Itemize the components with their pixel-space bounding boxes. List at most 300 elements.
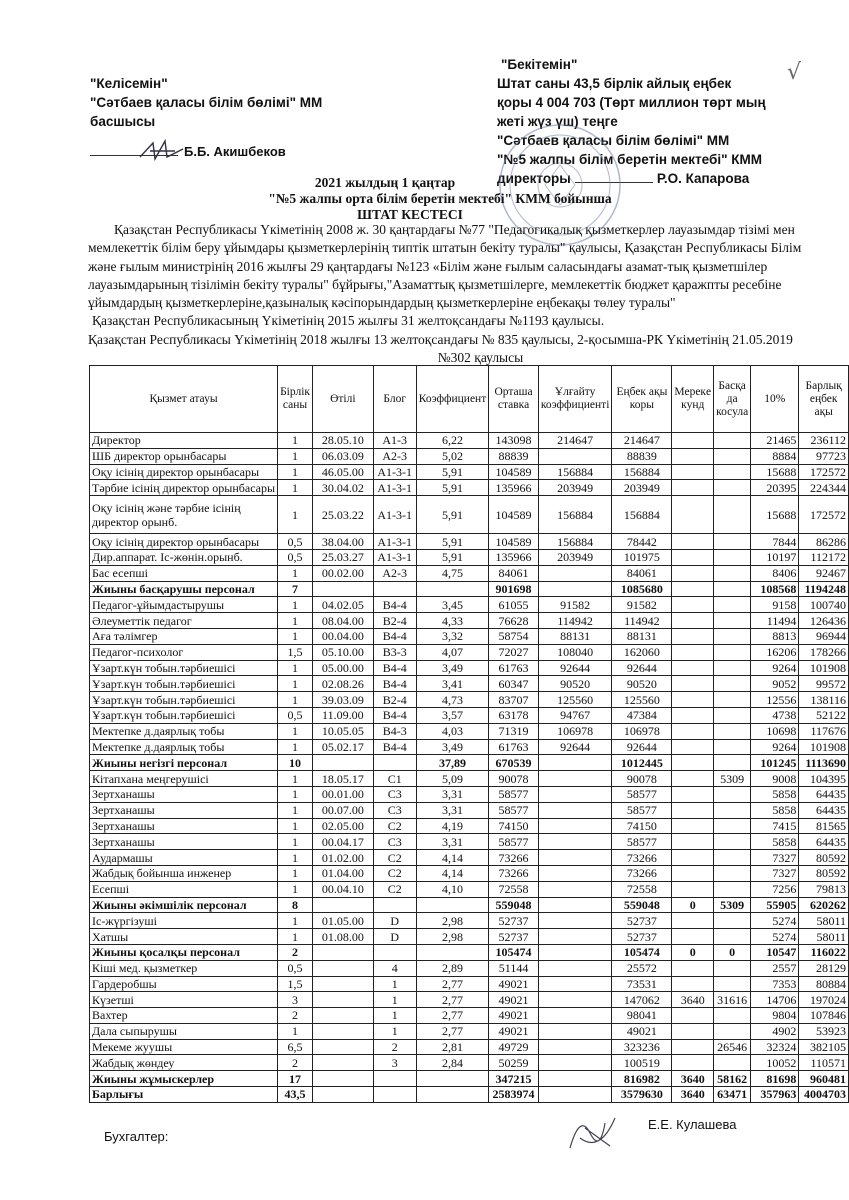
cell-inc <box>538 755 612 771</box>
cell-other <box>714 786 751 802</box>
cell-exp <box>313 1039 374 1055</box>
cell-total: 97723 <box>799 448 849 464</box>
cell-exp: 01.05.00 <box>313 913 374 929</box>
cell-avg: 2583974 <box>489 1087 539 1103</box>
cell-blog: С3 <box>373 834 416 850</box>
cell-hol <box>672 818 714 834</box>
cell-other <box>714 1008 751 1024</box>
col-header: Өтілі <box>313 366 374 433</box>
cell-other <box>714 723 751 739</box>
approved-staff-count: Штат саны 43,5 бірлік айлық еңбек <box>497 76 732 91</box>
cell-total: 620262 <box>799 897 849 913</box>
cell-blog <box>373 944 416 960</box>
cell-avg: 104589 <box>489 464 539 480</box>
accountant-signature <box>560 1108 630 1158</box>
cell-hol <box>672 850 714 866</box>
cell-avg: 135966 <box>489 480 539 496</box>
cell-exp: 01.08.00 <box>313 929 374 945</box>
cell-other <box>714 597 751 613</box>
cell-inc <box>538 802 612 818</box>
col-header: Барлық еңбек ақы <box>799 366 849 433</box>
cell-fund: 73266 <box>612 850 672 866</box>
col-header: Орташа ставка <box>489 366 539 433</box>
cell-hol <box>672 802 714 818</box>
cell-fund: 3579630 <box>612 1087 672 1103</box>
cell-p10: 10052 <box>751 1055 799 1071</box>
cell-inc <box>538 976 612 992</box>
cell-fund: 58577 <box>612 802 672 818</box>
cell-units: 1,5 <box>278 644 313 660</box>
cell-avg: 901698 <box>489 581 539 597</box>
cell-total: 80592 <box>799 850 849 866</box>
cell-exp: 11.09.00 <box>313 707 374 723</box>
cell-avg: 52737 <box>489 913 539 929</box>
cell-name: Ұзарт.күн тобын.тәрбиешісі <box>90 660 278 676</box>
cell-units: 43,5 <box>278 1087 313 1103</box>
cell-inc: 114942 <box>538 613 612 629</box>
cell-p10: 7415 <box>751 818 799 834</box>
cell-name: Оқу ісінің директор орынбасары <box>90 464 278 480</box>
cell-avg: 49021 <box>489 992 539 1008</box>
cell-hol <box>672 929 714 945</box>
cell-inc: 90520 <box>538 676 612 692</box>
table-row <box>90 723 849 739</box>
cell-total: 224344 <box>799 480 849 496</box>
table-total-row <box>90 755 849 771</box>
table-row <box>90 448 849 464</box>
cell-blog <box>373 755 416 771</box>
table-row <box>90 834 849 850</box>
cell-fund: 74150 <box>612 818 672 834</box>
cell-blog: С3 <box>373 786 416 802</box>
cell-fund: 58577 <box>612 786 672 802</box>
cell-avg: 347215 <box>489 1071 539 1087</box>
cell-total: 80884 <box>799 976 849 992</box>
cell-p10: 7327 <box>751 850 799 866</box>
cell-total: 236112 <box>799 433 849 449</box>
cell-coef: 2,77 <box>416 1023 488 1039</box>
cell-coef: 3,45 <box>416 597 488 613</box>
cell-other <box>714 464 751 480</box>
cell-inc: 156884 <box>538 496 612 534</box>
cell-exp <box>313 1055 374 1071</box>
cell-total: 382105 <box>799 1039 849 1055</box>
cell-total: 117676 <box>799 723 849 739</box>
cell-inc: 88131 <box>538 628 612 644</box>
cell-other: 31616 <box>714 992 751 1008</box>
cell-fund: 49021 <box>612 1023 672 1039</box>
table-row <box>90 464 849 480</box>
cell-total: 126436 <box>799 613 849 629</box>
cell-blog: А1-3-1 <box>373 480 416 496</box>
cell-fund: 156884 <box>612 496 672 534</box>
cell-name: Жиыны қосалқы персонал <box>90 944 278 960</box>
cell-units: 1 <box>278 464 313 480</box>
cell-inc <box>538 771 612 787</box>
cell-name: Дир.аппарат. Іс-жөнін.орынб. <box>90 549 278 565</box>
cell-p10: 10197 <box>751 549 799 565</box>
table-row <box>90 992 849 1008</box>
cell-coef <box>416 897 488 913</box>
staff-table <box>89 365 849 1103</box>
cell-name: ШБ директор орынбасары <box>90 448 278 464</box>
cell-name: Жабдық бойынша инженер <box>90 865 278 881</box>
cell-units: 0,5 <box>278 707 313 723</box>
cell-avg: 58577 <box>489 786 539 802</box>
cell-p10: 2557 <box>751 960 799 976</box>
cell-total: 101908 <box>799 739 849 755</box>
cell-units: 1 <box>278 818 313 834</box>
agreed-signer: Б.Б. Акишбеков <box>184 144 286 159</box>
cell-other <box>714 628 751 644</box>
cell-inc: 125560 <box>538 692 612 708</box>
cell-name: Зертханашы <box>90 818 278 834</box>
cell-fund: 90520 <box>612 676 672 692</box>
table-row <box>90 960 849 976</box>
cell-hol <box>672 644 714 660</box>
cell-units: 1 <box>278 597 313 613</box>
cell-blog: В4-4 <box>373 739 416 755</box>
cell-exp: 18.05.17 <box>313 771 374 787</box>
cell-blog: D <box>373 913 416 929</box>
col-header: Басқа да косулa <box>714 366 751 433</box>
cell-p10: 5274 <box>751 913 799 929</box>
cell-units: 1 <box>278 660 313 676</box>
table-header-row <box>90 366 849 433</box>
cell-inc: 156884 <box>538 464 612 480</box>
cell-units: 0,5 <box>278 960 313 976</box>
cell-hol <box>672 549 714 565</box>
cell-blog <box>373 1071 416 1087</box>
cell-inc <box>538 1055 612 1071</box>
cell-blog: В4-4 <box>373 676 416 692</box>
cell-exp: 25.03.27 <box>313 549 374 565</box>
cell-coef: 5,02 <box>416 448 488 464</box>
cell-coef: 3,31 <box>416 802 488 818</box>
cell-fund: 73266 <box>612 865 672 881</box>
cell-exp <box>313 755 374 771</box>
cell-fund: 88131 <box>612 628 672 644</box>
cell-hol <box>672 771 714 787</box>
cell-hol <box>672 960 714 976</box>
table-row <box>90 1039 849 1055</box>
cell-inc: 94767 <box>538 707 612 723</box>
cell-inc <box>538 834 612 850</box>
cell-inc: 108040 <box>538 644 612 660</box>
cell-exp <box>313 960 374 976</box>
document-title <box>140 175 740 223</box>
cell-coef: 5,91 <box>416 534 488 550</box>
agreed-title: "Келісемін" <box>90 76 168 91</box>
cell-units: 1 <box>278 739 313 755</box>
cell-p10: 8813 <box>751 628 799 644</box>
cell-avg: 72558 <box>489 881 539 897</box>
cell-avg: 104589 <box>489 496 539 534</box>
cell-fund: 214647 <box>612 433 672 449</box>
table-row <box>90 865 849 881</box>
cell-other <box>714 1023 751 1039</box>
cell-coef: 4,10 <box>416 881 488 897</box>
cell-avg: 143098 <box>489 433 539 449</box>
cell-coef <box>416 581 488 597</box>
cell-blog: 3 <box>373 1055 416 1071</box>
cell-exp: 01.04.00 <box>313 865 374 881</box>
cell-name: Педагог-ұйымдастырушы <box>90 597 278 613</box>
cell-blog: В4-4 <box>373 660 416 676</box>
cell-units: 1 <box>278 881 313 897</box>
table-row <box>90 565 849 581</box>
cell-hol <box>672 723 714 739</box>
cell-hol <box>672 881 714 897</box>
cell-blog: А1-3 <box>373 433 416 449</box>
cell-inc <box>538 1039 612 1055</box>
cell-fund: 1085680 <box>612 581 672 597</box>
cell-p10: 5274 <box>751 929 799 945</box>
cell-exp <box>313 992 374 1008</box>
cell-avg: 559048 <box>489 897 539 913</box>
cell-p10: 7327 <box>751 865 799 881</box>
cell-total: 172572 <box>799 496 849 534</box>
cell-avg: 135966 <box>489 549 539 565</box>
cell-hol: 0 <box>672 944 714 960</box>
cell-inc <box>538 1023 612 1039</box>
cell-inc <box>538 865 612 881</box>
cell-coef: 3,31 <box>416 786 488 802</box>
cell-avg: 51144 <box>489 960 539 976</box>
cell-blog: 4 <box>373 960 416 976</box>
cell-inc <box>538 850 612 866</box>
cell-total: 112172 <box>799 549 849 565</box>
cell-units: 1 <box>278 480 313 496</box>
cell-inc: 91582 <box>538 597 612 613</box>
cell-blog <box>373 581 416 597</box>
cell-units: 1 <box>278 448 313 464</box>
cell-exp <box>313 976 374 992</box>
cell-other <box>714 549 751 565</box>
cell-inc: 156884 <box>538 534 612 550</box>
cell-exp <box>313 1008 374 1024</box>
preamble-p1: Қазақстан Республикасы Үкіметінің 2008 ж. 30 қаңтардағы №77 "Педагогикалық қызметкерлер лауазымдар тізімі мен мемлекеттік білім беру ұйымдары қызметкерлерінің типтік штатын бекіту туралы" қаулысы, Қазақстан Республикасы Білім және ғылым министрінің 2016 жылғы 29 қаңтардағы №123 «Білім және ғылым саласындағы азамат-тық қызметшілер лауазымдарының тізілімін бекіту туралы" бұйрығы,"Азаматтық қызметшілерге, мемлекеттік бюджет қаражпты ресебіне ұйымдардың қызметкерлеріне,қазыналық кәсіпорындардың қызметкерлеріне еңбекақы төлеу туралы" <box>88 222 802 311</box>
table-row <box>90 786 849 802</box>
cell-other <box>714 433 751 449</box>
cell-hol <box>672 913 714 929</box>
cell-name: Ұзарт.күн тобын.тәрбиешісі <box>90 692 278 708</box>
cell-avg: 83707 <box>489 692 539 708</box>
cell-inc <box>538 1008 612 1024</box>
table-total-row <box>90 944 849 960</box>
cell-other <box>714 976 751 992</box>
cell-other <box>714 850 751 866</box>
cell-coef: 4,73 <box>416 692 488 708</box>
cell-name: Күзетші <box>90 992 278 1008</box>
cell-hol <box>672 464 714 480</box>
cell-other <box>714 929 751 945</box>
cell-fund: 88839 <box>612 448 672 464</box>
preamble <box>88 221 833 367</box>
cell-name: Кітапхана меңгерушісі <box>90 771 278 787</box>
col-header: Блог <box>373 366 416 433</box>
table-row <box>90 881 849 897</box>
cell-p10: 101245 <box>751 755 799 771</box>
col-header: Еңбек ақы коры <box>612 366 672 433</box>
cell-fund: 84061 <box>612 565 672 581</box>
cell-coef: 6,22 <box>416 433 488 449</box>
cell-name: Ұзарт.күн тобын.тәрбиешісі <box>90 676 278 692</box>
cell-hol <box>672 739 714 755</box>
cell-avg: 50259 <box>489 1055 539 1071</box>
cell-other <box>714 644 751 660</box>
cell-fund: 162060 <box>612 644 672 660</box>
cell-name: Кіші мед. қызметкер <box>90 960 278 976</box>
table-row <box>90 802 849 818</box>
cell-p10: 16206 <box>751 644 799 660</box>
cell-p10: 55905 <box>751 897 799 913</box>
cell-blog: 1 <box>373 1023 416 1039</box>
cell-blog: С2 <box>373 881 416 897</box>
cell-blog: В2-4 <box>373 692 416 708</box>
cell-name: Есепші <box>90 881 278 897</box>
cell-name: Зертханашы <box>90 786 278 802</box>
cell-total: 64435 <box>799 786 849 802</box>
cell-hol <box>672 692 714 708</box>
cell-avg: 49729 <box>489 1039 539 1055</box>
cell-other <box>714 448 751 464</box>
approved-title: "Бекітемін" <box>501 57 578 72</box>
cell-avg: 58577 <box>489 802 539 818</box>
cell-p10: 8406 <box>751 565 799 581</box>
table-row <box>90 850 849 866</box>
cell-fund: 91582 <box>612 597 672 613</box>
cell-coef: 37,89 <box>416 755 488 771</box>
approved-school: "№5 жалпы білім беретін мектебі" КММ <box>497 152 762 167</box>
cell-units: 1 <box>278 802 313 818</box>
cell-p10: 357963 <box>751 1087 799 1103</box>
cell-fund: 92644 <box>612 739 672 755</box>
check-mark-icon: √ <box>787 60 802 85</box>
cell-inc <box>538 960 612 976</box>
cell-total: 960481 <box>799 1071 849 1087</box>
table-row <box>90 976 849 992</box>
cell-other <box>714 581 751 597</box>
table-row <box>90 613 849 629</box>
cell-total: 92467 <box>799 565 849 581</box>
cell-units: 0,5 <box>278 549 313 565</box>
cell-fund: 156884 <box>612 464 672 480</box>
cell-name: Іс-жүргізуші <box>90 913 278 929</box>
cell-inc <box>538 448 612 464</box>
cell-p10: 15688 <box>751 464 799 480</box>
accountant-name: Е.Е. Кулашева <box>648 1117 737 1132</box>
cell-name: Мектепке д.даярлық тобы <box>90 723 278 739</box>
cell-hol <box>672 1055 714 1071</box>
cell-hol <box>672 834 714 850</box>
cell-coef: 2,77 <box>416 1008 488 1024</box>
cell-total: 80592 <box>799 865 849 881</box>
cell-blog: В4-4 <box>373 628 416 644</box>
cell-avg: 61055 <box>489 597 539 613</box>
agreed-block <box>90 74 390 131</box>
cell-coef: 5,91 <box>416 496 488 534</box>
cell-avg: 52737 <box>489 929 539 945</box>
cell-hol: 0 <box>672 897 714 913</box>
cell-fund: 101975 <box>612 549 672 565</box>
cell-inc <box>538 929 612 945</box>
cell-inc: 106978 <box>538 723 612 739</box>
table-row <box>90 628 849 644</box>
cell-inc <box>538 1071 612 1087</box>
cell-total: 86286 <box>799 534 849 550</box>
cell-exp <box>313 944 374 960</box>
col-header: Мерекe кунд <box>672 366 714 433</box>
cell-other <box>714 913 751 929</box>
cell-blog: С2 <box>373 865 416 881</box>
cell-fund: 1012445 <box>612 755 672 771</box>
col-header: 10% <box>751 366 799 433</box>
cell-coef: 2,81 <box>416 1039 488 1055</box>
cell-fund: 90078 <box>612 771 672 787</box>
agreed-org: "Сәтбаев қаласы білім бөлімі" ММ <box>90 95 323 110</box>
table-row <box>90 692 849 708</box>
cell-name: Вахтер <box>90 1008 278 1024</box>
cell-inc <box>538 565 612 581</box>
cell-total: 178266 <box>799 644 849 660</box>
cell-p10: 108568 <box>751 581 799 597</box>
cell-units: 1 <box>278 496 313 534</box>
cell-avg: 61763 <box>489 739 539 755</box>
cell-exp: 00.07.00 <box>313 802 374 818</box>
cell-total: 96944 <box>799 628 849 644</box>
cell-blog: 1 <box>373 1008 416 1024</box>
cell-total: 4004703 <box>799 1087 849 1103</box>
cell-other <box>714 739 751 755</box>
cell-fund: 73531 <box>612 976 672 992</box>
cell-exp: 02.05.00 <box>313 818 374 834</box>
cell-coef: 3,41 <box>416 676 488 692</box>
cell-name: Хатшы <box>90 929 278 945</box>
cell-units: 10 <box>278 755 313 771</box>
cell-hol <box>672 433 714 449</box>
cell-exp: 05.02.17 <box>313 739 374 755</box>
table-body <box>90 433 849 1103</box>
cell-total: 79813 <box>799 881 849 897</box>
table-total-row <box>90 897 849 913</box>
table-row <box>90 1055 849 1071</box>
cell-coef: 3,49 <box>416 660 488 676</box>
cell-inc <box>538 944 612 960</box>
cell-avg: 76628 <box>489 613 539 629</box>
cell-avg: 58577 <box>489 834 539 850</box>
cell-total: 110571 <box>799 1055 849 1071</box>
cell-inc: 214647 <box>538 433 612 449</box>
cell-p10: 9264 <box>751 660 799 676</box>
cell-blog: 1 <box>373 976 416 992</box>
cell-total: 100740 <box>799 597 849 613</box>
cell-other <box>714 960 751 976</box>
cell-hol <box>672 976 714 992</box>
cell-exp <box>313 1023 374 1039</box>
cell-hol: 3640 <box>672 1087 714 1103</box>
cell-blog <box>373 1087 416 1103</box>
cell-units: 1 <box>278 1023 313 1039</box>
cell-blog: В2-4 <box>373 613 416 629</box>
cell-hol <box>672 613 714 629</box>
cell-avg: 105474 <box>489 944 539 960</box>
cell-other: 58162 <box>714 1071 751 1087</box>
cell-units: 3 <box>278 992 313 1008</box>
cell-coef <box>416 944 488 960</box>
cell-units: 1 <box>278 676 313 692</box>
cell-total: 1194248 <box>799 581 849 597</box>
